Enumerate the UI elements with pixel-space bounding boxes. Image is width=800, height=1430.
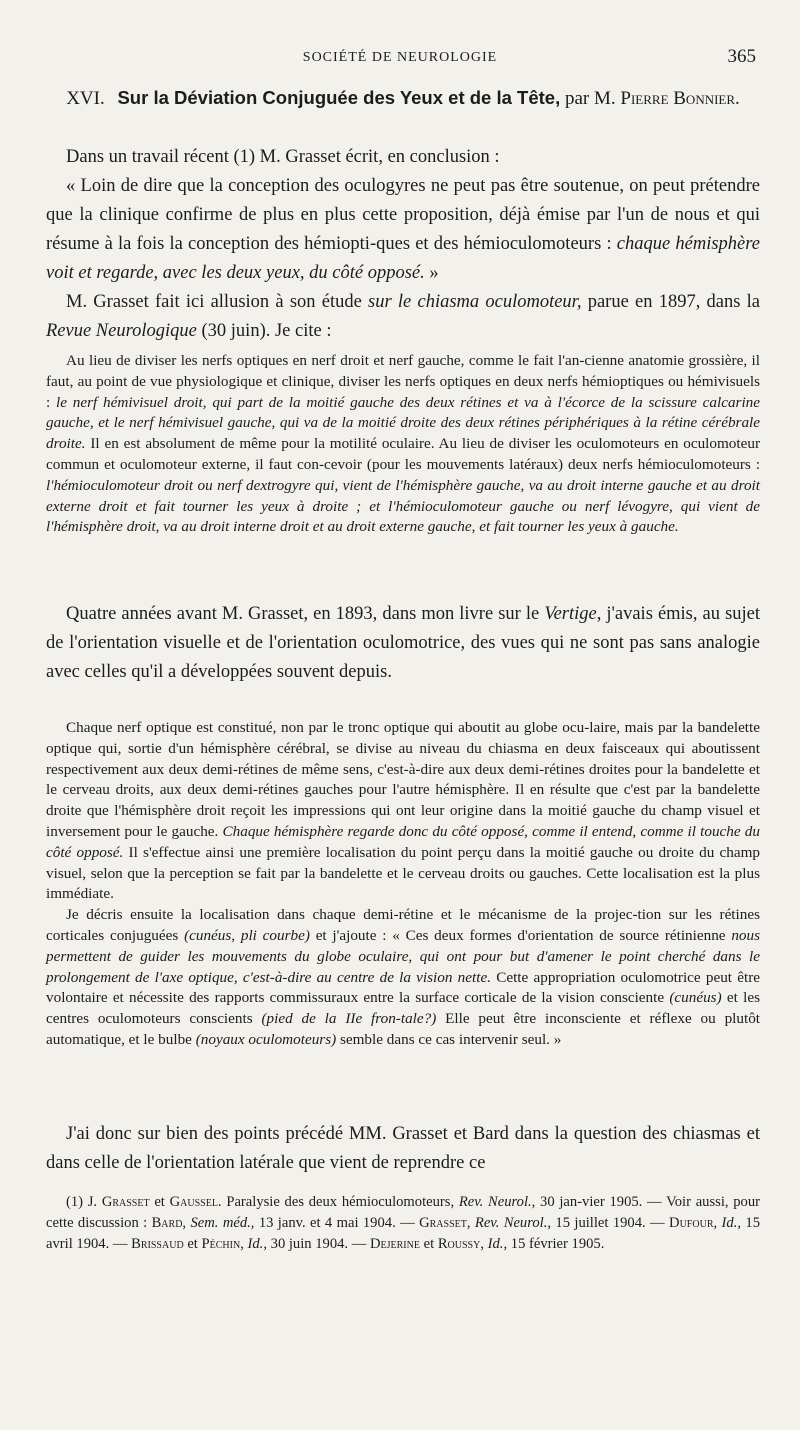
author-name: Roussy,	[437, 1236, 484, 1252]
italic-run: chaque hémisphère voit et regarde, avec les deux yeux, du côté opposé.	[46, 234, 760, 283]
author-name: Grasset,	[419, 1215, 471, 1231]
journal-name: Id.,	[721, 1215, 741, 1231]
journal-name: Rev. Neurol.,	[474, 1215, 552, 1231]
italic-run: (noyaux oculomoteurs)	[195, 1030, 337, 1048]
byline-prefix: par M.	[564, 88, 616, 109]
italic-run: Vertige,	[544, 604, 602, 624]
journal-name: Rev. Neurol.,	[458, 1194, 536, 1210]
text-run: et j'ajoute : « Ces deux formes d'orientation de source rétinienne	[315, 926, 726, 944]
italic-run: le nerf hémivisuel droit, qui part de la moitié gauche des deux rétines et va à l'écorce de la scissure calcarine gauche, et le nerf hémivisuel gauche, qui va de la moitié droite des deux rétines périphériques à la rétine cérébrale droite.	[46, 393, 761, 453]
author-name: Grasset	[101, 1194, 150, 1210]
italic-run: (pied de la IIe fron-tale?)	[261, 1010, 437, 1028]
italic-run: nous permettent de guider les mouvements du globe oculaire, qui ont pour but d'amener le point cherché dans le prolongement de l'axe optique, c'est-à-dire au centre de la vision nette.	[46, 926, 761, 986]
paragraph	[46, 172, 760, 288]
text-run: j'avais émis, au sujet de l'orientation visuelle et de l'orientation oculomotrice, des vues qui ne sont pas sans analogie avec celles qu'il a développées souvent depuis.	[46, 604, 761, 682]
author-name: Gaussel.	[169, 1194, 222, 1210]
article-number: XVI.	[66, 88, 105, 109]
article-title	[46, 86, 760, 111]
text-run: Chaque nerf optique est constitué, non par le tronc optique qui aboutit au globe ocu-laire, mais par la bandelette optique qui, sortie d'un hémisphère cérébral, se divise au niveau du chiasma en deux faisceaux qui aboutissent respectivement aux deux demi-rétines de même sens, c'est-à-dire aux deux demi-rétines droites pour la bandelette et le cerveau droits, aux deux demi-rétines gauches pour l'autre hémisphère. Il en résulte que c'est par la bandelette droite que l'hémisphère droit reçoit les impressions qui ont leur origine dans la moitié gauche du champ visuel et inversement pour le gauche.	[46, 719, 760, 840]
running-head	[0, 46, 800, 70]
quotation-2	[46, 718, 760, 1051]
italic-run: l'hémioculomoteur droit ou nerf dextrogyre qui, vient de l'hémisphère gauche, va au droit interne gauche et au droit externe droit et fait tourner les yeux à droite ; et l'hémioculomoteur gauche ou nerf lévogyre, qui vient de l'hémisphère droit, va au droit interne droit et au droit externe gauche, et fait tourner les yeux à gauche.	[46, 476, 760, 536]
italic-run: (cunéus)	[669, 989, 722, 1007]
running-title: SOCIÉTÉ DE NEUROLOGIE	[302, 50, 498, 65]
italic-run: Chaque hémisphère regarde donc du côté opposé, comme il entend, comme il touche du côté opposé.	[46, 822, 760, 861]
text-run: « Loin de dire que la conception des oculogyres ne peut pas être soutenue, on peut prétendre que la clinique confirme de plus en plus cette proposition, déjà émise par l'un de nous et qui résume à la fois la conception des hémiopti-ques et des hémioculomoteurs :	[46, 176, 760, 254]
text-run: 15 juillet 1904. —	[555, 1215, 665, 1231]
italic-run: (cunéus, pli courbe)	[184, 926, 310, 944]
quote-paragraph	[46, 351, 760, 538]
text-run: Paralysie des deux hémioculomoteurs,	[226, 1194, 455, 1210]
quotation-1	[46, 351, 760, 538]
footnote-text	[46, 1192, 760, 1255]
text-run: parue en 1897, dans la	[587, 292, 761, 312]
text-run: et	[423, 1236, 435, 1252]
text-run: Cette appropriation oculomotrice peut être volontaire et nécessite des rapports commissuraux entre la surface corticale de la vision consciente	[46, 968, 760, 1007]
footnote	[46, 1192, 760, 1255]
text-run: et	[187, 1236, 198, 1252]
text-run: M. Grasset fait ici allusion à son étude	[66, 292, 362, 312]
text-run: 15 avril 1904. —	[46, 1215, 760, 1252]
text-run: (1) J.	[66, 1194, 98, 1210]
paragraph: Dans un travail récent (1) M. Grasset écrit, en conclusion :	[66, 147, 500, 167]
text-run: 13 janv. et 4 mai 1904. —	[258, 1215, 415, 1231]
author-name: Bard,	[151, 1215, 187, 1231]
text-run: semble dans ce cas intervenir seul. »	[339, 1030, 562, 1048]
author-name: Brissaud	[131, 1236, 184, 1252]
quote-paragraph	[46, 718, 760, 905]
journal-name: Id.,	[247, 1236, 267, 1252]
text-run: Quatre années avant M. Grasset, en 1893, dans mon livre sur le	[66, 604, 540, 624]
text-run: Je décris ensuite la localisation dans chaque demi-rétine et le mécanisme de la projec-tion sur les rétines corticales conjuguées	[46, 906, 760, 944]
text-run: Il en est absolument de même pour la motilité oculaire. Au lieu de diviser les oculomoteurs en oculomoteur commun et oculomoteur externe, il faut con-cevoir (pour les mouvements latéraux) deux nerfs hémioculomoteurs :	[46, 435, 761, 473]
text-run: 30 juin 1904. —	[270, 1236, 367, 1252]
body-section-2	[46, 600, 760, 687]
paragraph	[46, 288, 760, 346]
body-section-3	[46, 1120, 760, 1178]
page-number: 365	[727, 46, 756, 67]
quote-paragraph	[46, 905, 760, 1051]
author-name: Dufour,	[669, 1215, 718, 1231]
paragraph	[46, 600, 760, 687]
text-run: 15 février 1905.	[510, 1236, 605, 1252]
italic-run: sur le chiasma oculomoteur,	[368, 292, 582, 312]
text-run: Au lieu de diviser les nerfs optiques en nerf droit et nerf gauche, comme le fait l'an-cienne anatomie grossière, il faut, au point de vue physiologique et clinique, diviser les nerfs optiques en deux nerfs hémioptiques ou hémivisuels :	[46, 352, 760, 411]
text-run: et	[154, 1194, 165, 1210]
paragraph: J'ai donc sur bien des points précédé MM. Grasset et Bard dans la question des chiasmas et dans celle de l'orientation latérale que vient de reprendre ce	[46, 1124, 760, 1173]
author-name: Dejerine	[369, 1236, 420, 1252]
text-run: et les centres oculomoteurs conscients	[46, 989, 760, 1028]
text-run: Elle peut être inconsciente et réflexe ou plutôt automatique, et le bulbe	[46, 1010, 761, 1048]
body-section-1	[46, 143, 760, 346]
text-run: 30 jan-vier 1905. — Voir aussi, pour cette discussion :	[46, 1194, 761, 1231]
author-name: Péchin,	[201, 1236, 244, 1252]
article-heading: Sur la Déviation Conjuguée des Yeux et de la Tête,	[117, 87, 561, 108]
journal-name: Sem. méd.,	[190, 1215, 255, 1231]
author-name: Pierre Bonnier.	[620, 88, 740, 109]
text-run: (30 juin). Je cite :	[201, 321, 332, 341]
text-run: Il s'effectue ainsi une première localisation du point perçu dans la moitié gauche ou droite du champ visuel, selon que la perception se fait par la bandelette et le cerveau droits ou gauches. Cette localisation est la plus immédiate.	[46, 843, 760, 903]
journal-name: Id.,	[487, 1236, 508, 1252]
italic-run: Revue Neurologique	[46, 321, 197, 341]
text-run: »	[429, 263, 439, 283]
